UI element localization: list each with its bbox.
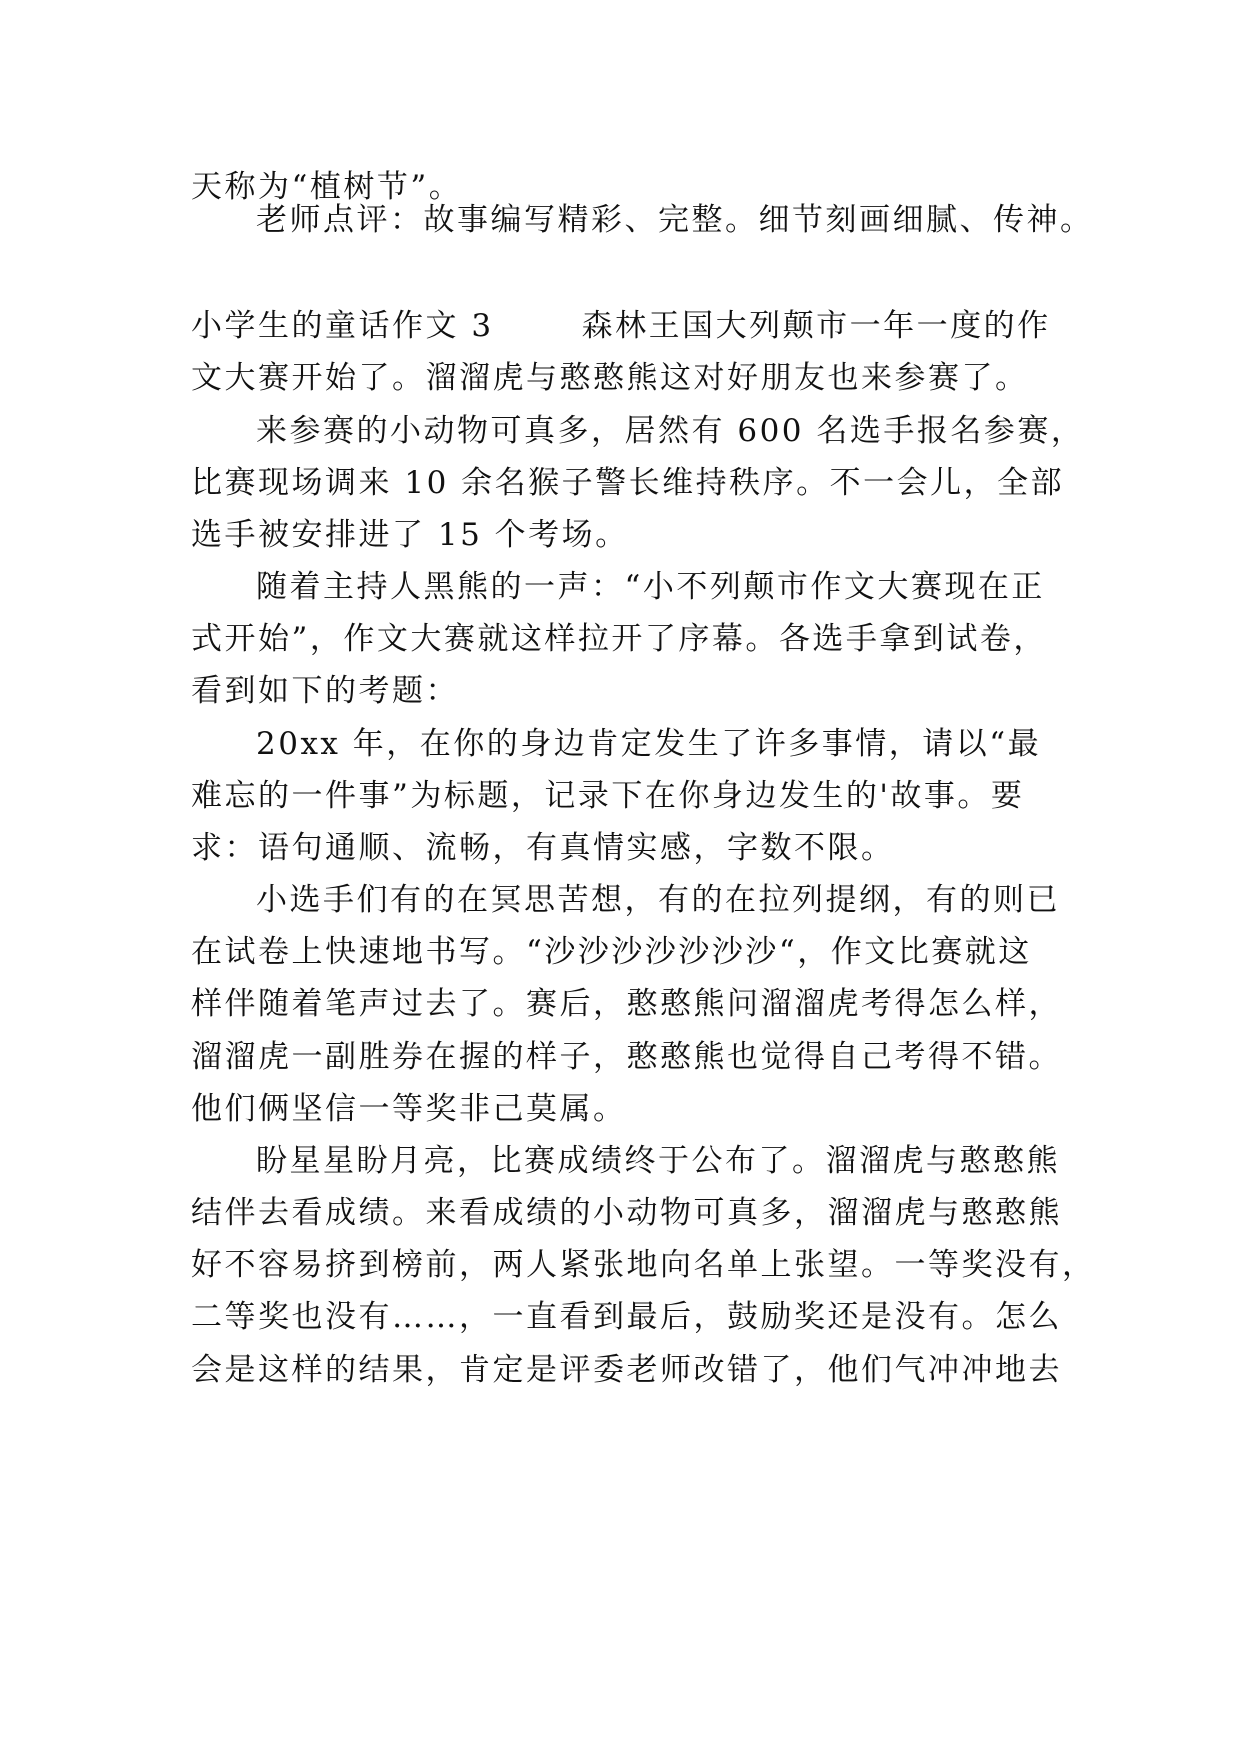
paragraph-start: 盼星星盼月亮，比赛成绩终于公布了。溜溜虎与憨憨熊 — [256, 1143, 1060, 1179]
section-title: 小学生的童话作文 3 — [191, 308, 494, 344]
section-heading-line — [191, 306, 1051, 346]
text-line: 看到如下的考题： — [191, 673, 459, 709]
text-line: 溜溜虎一副胜券在握的样子，憨憨熊也觉得自己考得不错。 — [191, 1039, 1062, 1075]
text-line: 在试卷上快速地书写。“沙沙沙沙沙沙沙“，作文比赛就这 — [191, 934, 1032, 970]
text-line: 求：语句通顺、流畅，有真情实感，字数不限。 — [191, 830, 895, 866]
text-line: 难忘的一件事”为标题，记录下在你身边发生的'故事。要 — [191, 778, 1025, 814]
text-line: 天称为“植树节”。 — [191, 169, 463, 205]
paragraph-start: 20xx 年，在你的身边肯定发生了许多事情，请以“最 — [256, 726, 1042, 762]
paragraph-start: 来参赛的小动物可真多，居然有 600 名选手报名参赛， — [256, 413, 1085, 449]
paragraph-start: 小选手们有的在冥思苦想，有的在拉列提纲，有的则已 — [256, 882, 1060, 918]
text-line: 式开始”，作文大赛就这样拉开了序幕。各选手拿到试卷， — [191, 621, 1047, 657]
text-line: 结伴去看成绩。来看成绩的小动物可真多，溜溜虎与憨憨熊 — [191, 1195, 1062, 1231]
text-line: 好不容易挤到榜前，两人紧张地向名单上张望。一等奖没有， — [191, 1247, 1096, 1283]
text-line: 选手被安排进了 15 个考场。 — [191, 517, 629, 553]
text-line: 文大赛开始了。溜溜虎与憨憨熊这对好朋友也来参赛了。 — [191, 360, 1029, 396]
text-line: 二等奖也没有……，一直看到最后，鼓励奖还是没有。怎么 — [191, 1299, 1062, 1335]
text-line: 他们俩坚信一等奖非己莫属。 — [191, 1091, 627, 1127]
text-line: 比赛现场调来 10 余名猴子警长维持秩序。不一会儿，全部 — [191, 465, 1065, 501]
text-line: 森林王国大列颠市一年一度的作 — [581, 308, 1051, 344]
teacher-comment: 老师点评：故事编写精彩、完整。细节刻画细腻、传神。 — [256, 202, 1094, 238]
text-line: 会是这样的结果，肯定是评委老师改错了，他们气冲冲地去 — [191, 1352, 1062, 1388]
paragraph-start: 随着主持人黑熊的一声：“小不列颠市作文大赛现在正 — [256, 569, 1045, 605]
text-line: 样伴随着笔声过去了。赛后，憨憨熊问溜溜虎考得怎么样， — [191, 986, 1062, 1022]
